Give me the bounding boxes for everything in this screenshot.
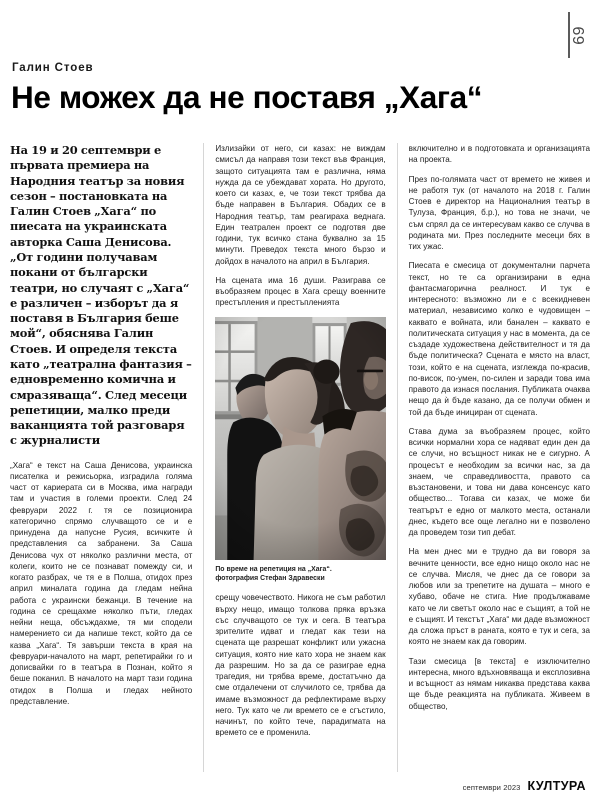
body-paragraph: Тази смесица [в текста] е изключително интересна, много вдъхновяваща и експлозивна и всъщност аз нямам никаква представа каква ще бъде реакцията на публиката. Живеем в общество, [408, 656, 590, 711]
page-title: Не можех да не поставя „Хага“ [11, 79, 483, 115]
photo-caption [215, 565, 385, 584]
page-folio [568, 6, 594, 64]
article-columns [10, 143, 590, 772]
page-number: 69 [571, 25, 588, 45]
body-paragraph: Става дума за въобразяем процес, който всички нормални хора се надяват един ден да се случи, но всъщност никак не е сигурно. А процесът е необходим за всички нас, за да знаем, че справедливостта, правото са възстановени, и това ни дава консенсус като общество... Тогава си казах, че може би театърът е едно от малкото места, останали днес, където все още легално ни е позволено да проведем този тип дебат. [408, 426, 590, 537]
body-paragraph: Излизайки от него, си казах: не виждам смисъл да направя този текст във Франция, защото ситуацията там е различна, няма нужда да се убеждават хората. Но другото, което си казах, е, че този текст трябва да бъде направен в България. Обадих се в Народния театър, там реагираха веднага. Един театрален проект се подготвя две години, тук всичко стана буквално за 15 минути. Преведох текста много бързо и дойдох в началото на април в България. [215, 144, 386, 266]
body-paragraph: „Хага“ е текст на Саша Денисова, украинска писателка и режисьорка, изградила голяма част от кариерата си в Москва, има награди там и участия в големи проекти. След 24 февруари 2022 г. тя се позиционира категорично спрямо случващото се и е принудена да напусне Русия, всичките ѝ представления са забранени. За Саша Денисова чух от няколко различни места, от колеги, които не се познават помежду си, и когато разбрах, че тя е в Полша, отидох през април миналата година да гледам нейна работа с украински бежанци. В течение на година се срещахме няколко пъти, гледах нейни неща, обсъждахме, тя ми сподели намерението си да напише текст, който да се казва „Хага“. Тя завърши текста в края на февруари-началото на март, репетирайки го и дописвайки го в театъра в Познан, който я беше поканил. В началото на март тази година отидох в Полша и гледах нейното представление. [10, 460, 193, 706]
page-footer [10, 779, 586, 793]
body-paragraph: На мен днес ми е трудно да ви говоря за вечните ценности, все едно нищо около нас не се случва. Мисля, че днес да се говори за любов или за трепетите на душата – много е хубаво, обаче не стига. Ние продължаваме като че ли светът около нас е същият, а той не е същият. И текстът „Хага“ ми даде възможност да сложа пръст в раната, която е тук и сега, за която не знаем как да говорим. [408, 547, 590, 647]
folio-rule [568, 12, 570, 58]
photo-block [215, 317, 385, 584]
column-middle [203, 143, 396, 772]
body-paragraph: На сцената има 16 души. Разиграва се въобразяем процес в Хага срещу военните престъпления и престъпленията [215, 275, 386, 308]
article-byline: Галин Стоев [12, 62, 94, 74]
body-paragraph: Пиесата е смесица от документални парчета текст, но те са организирани в една фантасмагорична реалност. И тук е интересното: възможно ли е с всекидневен материал, независимо колко е чудовищен – каквато е войната, или банален – каквато е политическата ситуация у нас в момента, да се създаде художествена действителност и тя да бъде политическа? Сцената е място на власт, този, който е на сцената, изглежда по-красив, по-висок, по-умен, по-силен и заради това има правото да изнася послания. Публиката очаква нещо да ѝ бъде казано, да се получи обмен и той да бъде инициран от сцената. [408, 261, 590, 417]
column-left [10, 143, 203, 772]
rehearsal-photo [215, 317, 385, 560]
footer-issue-date: септември 2023 [462, 783, 521, 792]
column-right [397, 143, 590, 772]
footer-publication-name: КУЛТУРА [527, 779, 586, 793]
body-paragraph: включително и в подготовката и организацията на проекта. [408, 144, 590, 165]
body-paragraph: През по-голямата част от времето не живея и не работя тук (от началото на 2018 г. Галин Стоев е директор на Националния театър в Тулуза, Франция, б.р.), но това не значи, че съм спрял да се интересувам какво се случва в родината ми. През последните месеци бях в тих ужас. [408, 174, 590, 251]
body-paragraph: срещу човечеството. Никога не съм работил върху нещо, имащо толкова пряка връзка със случващото се тук и сега. В театъра зрителите идват и гледат как тези на сцената ще разрешат конфликт или ужасна ситуация, която ние като хора не знаем как да разрешим. Но за да се разиграе една трагедия, ни трябва време, достатъчно да сме отдалечени от случилото се, трябва да имаме възможност да рефлектираме върху него. Тук като че ли времето се е сгъстило, начинът, по който тече, парадигмата на времето се е променила. [215, 593, 386, 738]
lead-paragraph: На 19 и 20 септември е първата премиера на Народния театър за новия сезон – постановката на Галин Стоев „Хага“ по пиесата на украинската авторка Саша Денисова. „От години получавам покани от български театри, но случаят с „Хага“ е различен – изборът да я поставя в България беше мой“, обяснява Галин Стоев. И определя текста като „театрална фантазия – едновременно комична и смразяваща“. След месеци репетиции, малко преди ваканцията той разговаря с журналисти [10, 143, 192, 448]
photo-caption-line-1: По време на репетиция на „Хага“. [215, 565, 332, 573]
photo-caption-line-2: фотография Стефан Здравески [215, 574, 325, 582]
